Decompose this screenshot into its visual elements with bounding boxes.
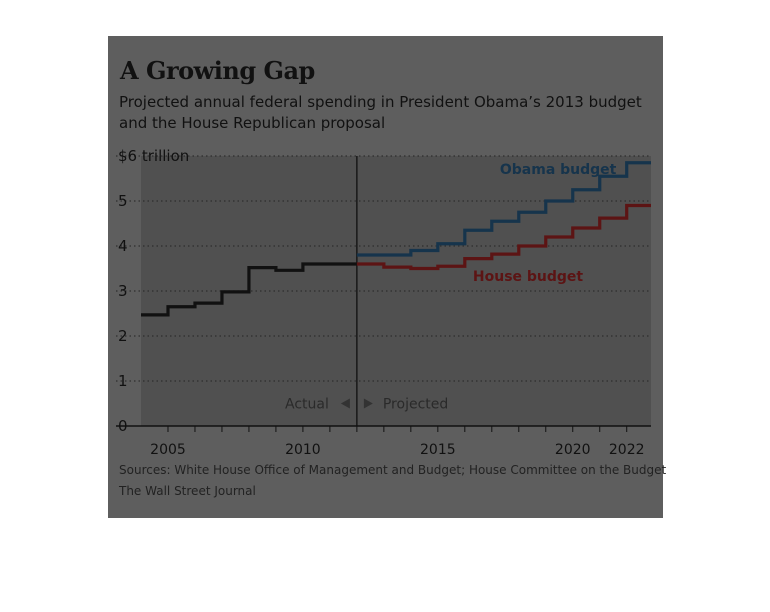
chart-figure — [108, 36, 667, 518]
y-tick-label: 4 — [118, 237, 128, 255]
x-tick-label: 2022 — [608, 442, 645, 458]
projected-label: Projected — [382, 396, 449, 413]
chart-subtitle: Projected annual federal spending in President Obama’s 2013 budget and the House Republican proposal — [119, 93, 642, 132]
x-tick-label: 2005 — [150, 442, 186, 458]
credit-line: The Wall Street Journal — [119, 484, 256, 498]
x-tick-label: 2020 — [554, 442, 591, 458]
source-note: Sources: White House Office of Management and Budget; House Committee on the Budget — [119, 463, 667, 477]
y-tick-label: 0 — [118, 417, 128, 435]
house-budget-label: House budget — [472, 269, 584, 286]
obama-budget-label: Obama budget — [499, 162, 617, 178]
y-tick-label: 1 — [118, 372, 128, 390]
actual-label: Actual — [285, 396, 329, 413]
y-tick-label: 3 — [118, 282, 128, 300]
y-tick-label: 2 — [118, 327, 128, 345]
y-tick-label: $6 trillion — [118, 147, 190, 165]
y-tick-label: 5 — [118, 192, 128, 210]
x-tick-label: 2010 — [285, 442, 321, 458]
x-tick-label: 2015 — [420, 442, 456, 458]
chart-svg — [108, 36, 663, 466]
chart-title: A Growing Gap — [120, 56, 315, 85]
